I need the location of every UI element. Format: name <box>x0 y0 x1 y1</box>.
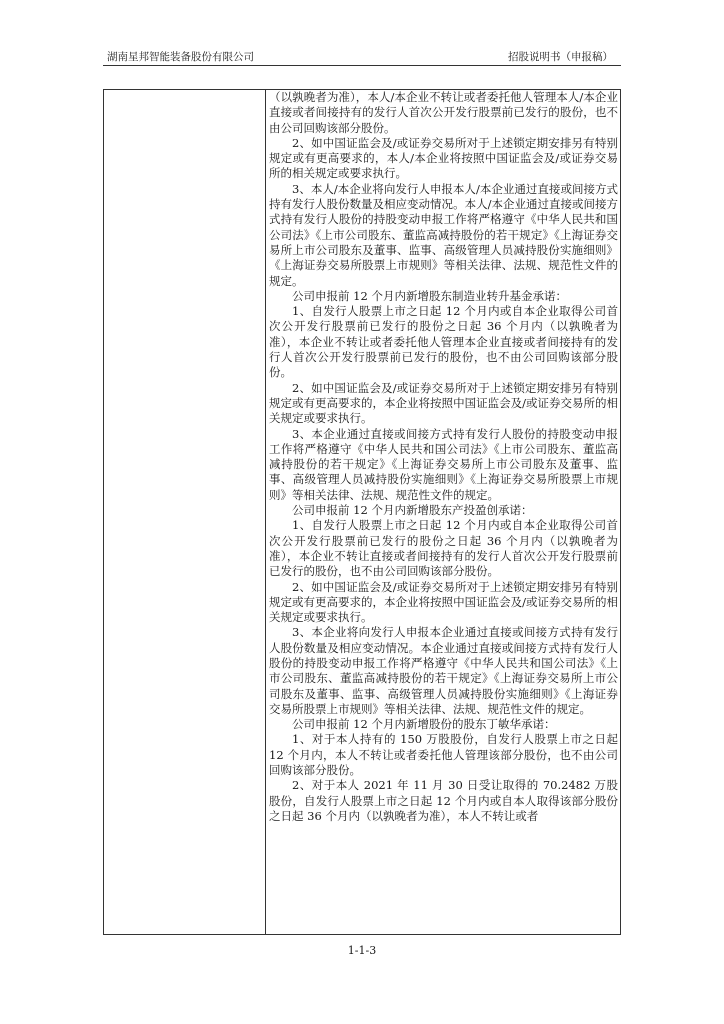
paragraph: 2、如中国证监会及/或证券交易所对于上述锁定期安排另有特别规定或有更高要求的，本企业将按照中国证监会及/或证券交易所的相关规定或要求执行。 <box>269 579 618 625</box>
paragraph: 公司申报前 12 个月内新增股份的股东丁敏华承诺： <box>292 717 556 732</box>
paragraph: （以孰晚者为准），本人/本企业不转让或者委托他人管理本人/本企业直接或者间接持有的发行人首次公开发行股票前已发行的股份，也不由公司回购该部分股份。 <box>269 90 618 135</box>
paragraph: 1、自发行人股票上市之日起 12 个月内或自本企业取得公司首次公开发行股票前已发行的股份之日起 36 个月内（以孰晚者为准），本企业不转让直接或者间接持有的发行人首次公开发行股票前已发行的股份，也不由公司回购该部分股份。 <box>269 518 618 579</box>
column-divider <box>265 90 266 934</box>
paragraph: 2、如中国证监会及/或证券交易所对于上述锁定期安排另有特别规定或有更高要求的，本企业将按照中国证监会及/或证券交易所的相关规定或要求执行。 <box>269 380 618 426</box>
paragraph: 2、对于本人 2021 年 11 月 30 日受让取得的 70.2482 万股股份，自发行人股票上市之日起 12 个月内或自本人取得该部分股份之日起 36 个月内（以孰晚者为准），本人不转让或者 <box>269 778 618 823</box>
document-title: 招股说明书（申报稿） <box>508 51 613 63</box>
paragraph: 公司申报前 12 个月内新增股东制造业转升基金承诺： <box>292 288 567 303</box>
page-header <box>103 51 621 66</box>
paragraph: 公司申报前 12 个月内新增股东产投盈创承诺： <box>292 503 533 518</box>
paragraph: 1、对于本人持有的 150 万股股份，自发行人股票上市之日起 12 个月内，本人不转让或者委托他人管理该部分股份，也不由公司回购该部分股份。 <box>269 732 618 778</box>
paragraph: 1、自发行人股票上市之日起 12 个月内或自本企业取得公司首次公开发行股票前已发行的股份之日起 36 个月内（以孰晚者为准），本企业不转让或者委托他人管理本企业直接或者间接持有的发行人首次公开发行股票前已发行的股份，也不由公司回购该部分股份。 <box>269 304 618 380</box>
company-name: 湖南星邦智能装备股份有限公司 <box>107 51 254 63</box>
paragraph: 3、本企业通过直接或间接方式持有发行人股份的持股变动申报工作将严格遵守《中华人民共和国公司法》《上市公司股东、董监高减持股份的若干规定》《上海证券交易所上市公司股东及董事、监事、高级管理人员减持股份实施细则》《上海证券交易所股票上市规则》等相关法律、法规、规范性文件的规定。 <box>269 426 618 502</box>
commitment-table <box>103 89 621 935</box>
page-number: 1-1-3 <box>347 944 377 957</box>
paragraph: 2、如中国证监会及/或证券交易所对于上述锁定期安排另有特别规定或有更高要求的，本人/本企业将按照中国证监会及/或证券交易所的相关规定或要求执行。 <box>269 135 618 181</box>
paragraph: 3、本人/本企业将向发行人申报本人/本企业通过直接或间接方式持有发行人股份数量及相应变动情况。本人/本企业通过直接或间接方式持有发行人股份的持股变动申报工作将严格遵守《中华人民共和国公司法》《上市公司股东、董监高减持股份的若干规定》《上海证券交易所上市公司股东及董事、监事、高级管理人员减持股份实施细则》《上海证券交易所股票上市规则》等相关法律、法规、规范性文件的规定。 <box>269 181 618 288</box>
table-content-cell <box>269 90 618 824</box>
paragraph: 3、本企业将向发行人申报本企业通过直接或间接方式持有发行人股份数量及相应变动情况。本企业通过直接或间接方式持有发行人股份的持股变动申报工作将严格遵守《中华人民共和国公司法》《上市公司股东、董监高减持股份的若干规定》《上海证券交易所上市公司股东及董事、监事、高级管理人员减持股份实施细则》《上海证券交易所股票上市规则》等相关法律、法规、规范性文件的规定。 <box>269 625 618 716</box>
